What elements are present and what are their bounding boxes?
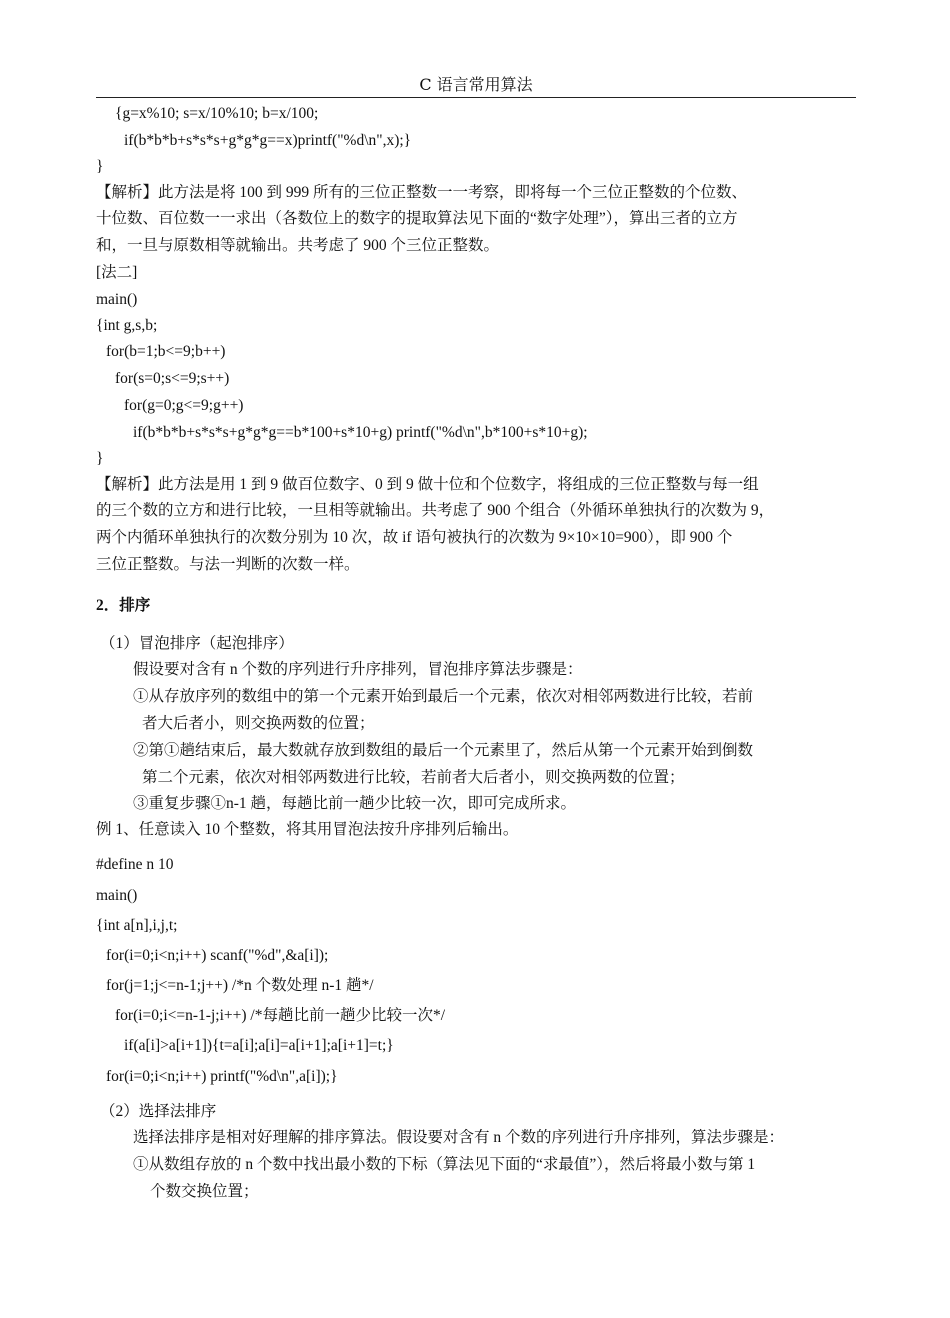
code-line: #define n 10 [96,856,174,873]
step-line: ①从存放序列的数组中的第一个元素开始到最后一个元素，依次对相邻两数进行比较，若前 [133,688,754,705]
code-line: for(i=0;i<=n-1-j;i++) /*每趟比前一趟少比较一次*/ [115,1007,446,1024]
method-label: [法二] [96,264,138,281]
code-line: for(i=0;i<n;i++) printf("%d\n",a[i]);} [106,1068,338,1085]
code-line: for(g=0;g<=9;g++) [124,397,244,414]
code-line: if(a[i]>a[i+1]){t=a[i];a[i]=a[i+1];a[i+1]=t;} [124,1037,394,1054]
code-line: main() [96,887,138,904]
code-line: } [96,450,104,467]
subsection-heading: （1）冒泡排序（起泡排序） [100,635,294,652]
code-line: for(i=0;i<n;i++) scanf("%d",&a[i]); [106,947,329,964]
code-line: } [96,158,104,175]
code-line: for(b=1;b<=9;b++) [106,343,226,360]
step-line: ③重复步骤①n-1 趟，每趟比前一趟少比较一次，即可完成所求。 [133,795,577,812]
analysis-paragraph-line: 十位数、百位数一一求出（各数位上的数字的提取算法见下面的“数字处理”），算出三者的立方 [96,210,738,227]
step-line: 个数交换位置； [150,1183,259,1200]
code-line: for(j=1;j<=n-1;j++) /*n 个数处理 n-1 趟*/ [106,977,374,994]
step-line: ②第①趟结束后，最大数就存放到数组的最后一个元素里了，然后从第一个元素开始到倒数 [133,742,754,759]
code-line: {int a[n],i,j,t; [96,917,178,934]
analysis-paragraph-line: 的三个数的立方和进行比较，一旦相等就输出。共考虑了 900 个组合（外循环单独执行的次数为 9， [96,502,775,519]
code-line: main() [96,291,138,308]
analysis-paragraph-line: 三位正整数。与法一判断的次数一样。 [96,556,360,573]
code-line: if(b*b*b+s*s*s+g*g*g==x)printf("%d\n",x);} [124,132,412,149]
analysis-paragraph-line: 和，一旦与原数相等就输出。共考虑了 900 个三位正整数。 [96,237,500,254]
section-heading: 2．排序 [96,597,151,614]
subsection-heading: （2）选择法排序 [100,1103,217,1120]
step-line: ①从数组存放的 n 个数中找出最小数的下标（算法见下面的“求最值”），然后将最小数与第 1 [133,1156,756,1173]
page-header-title: C 语言常用算法 [419,75,533,94]
code-line: if(b*b*b+s*s*s+g*g*g==b*100+s*10+g) printf("%d\n",b*100+s*10+g); [133,424,588,441]
code-line: for(s=0;s<=9;s++) [115,370,230,387]
header-rule [96,97,856,98]
paragraph-line: 选择法排序是相对好理解的排序算法。假设要对含有 n 个数的序列进行升序排列，算法步骤是： [133,1129,785,1146]
code-line: {g=x%10; s=x/10%10; b=x/100; [115,105,319,122]
code-line: {int g,s,b; [96,317,158,334]
analysis-paragraph-line: 两个内循环单独执行的次数分别为 10 次，故 if 语句被执行的次数为 9×10×10=900），即 900 个 [96,529,733,546]
paragraph-line: 假设要对含有 n 个数的序列进行升序排列，冒泡排序算法步骤是： [133,661,583,678]
analysis-paragraph-line: 【解析】此方法是用 1 到 9 做百位数字、0 到 9 做十位和个位数字，将组成的三位正整数与每一组 [96,476,759,493]
example-line: 例 1、任意读入 10 个整数，将其用冒泡法按升序排列后输出。 [96,821,519,838]
analysis-paragraph-line: 【解析】此方法是将 100 到 999 所有的三位正整数一一考察，即将每一个三位正整数的个位数、 [96,184,748,201]
step-line: 者大后者小，则交换两数的位置； [142,715,375,732]
step-line: 第二个元素，依次对相邻两数进行比较，若前者大后者小，则交换两数的位置； [142,769,685,786]
